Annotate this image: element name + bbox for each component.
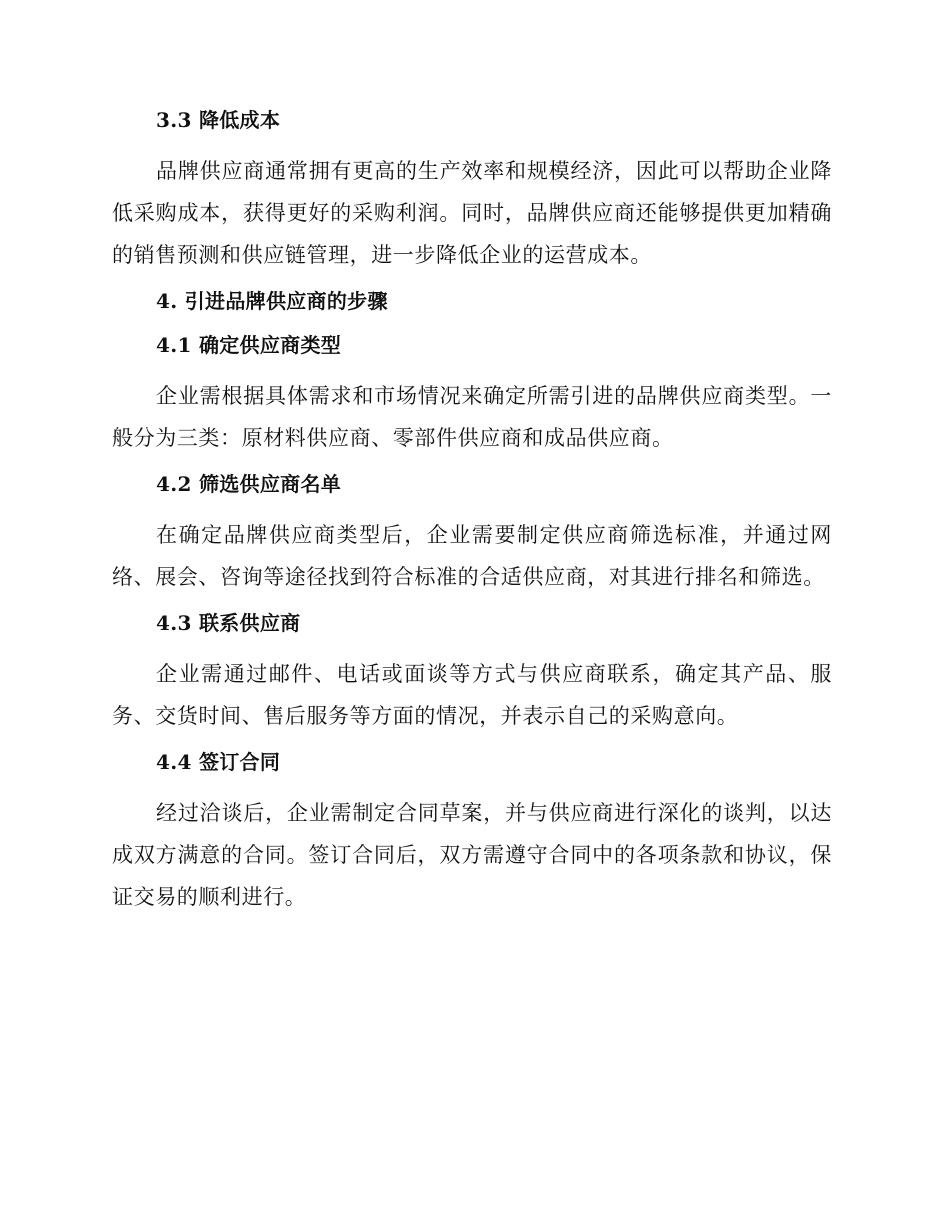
section-heading-4-4: 4.4 签订合同	[156, 750, 281, 774]
section-heading-4-2: 4.2 筛选供应商名单	[156, 472, 342, 496]
section-paragraph-3-3: 品牌供应商通常拥有更高的生产效率和规模经济，因此可以帮助企业降低采购成本，获得更好的采购利润。同时，品牌供应商还能够提供更加精确的销售预测和供应链管理，进一步降低企业的运营成本。	[112, 159, 832, 267]
section-heading-4-1: 4.1 确定供应商类型	[156, 333, 342, 357]
section-heading-3-3: 3.3 降低成本	[156, 108, 281, 132]
section-heading-4: 4. 引进品牌供应商的步骤	[156, 289, 388, 313]
section-paragraph-4-2: 在确定品牌供应商类型后，企业需要制定供应商筛选标准，并通过网络、展会、咨询等途径找到符合标准的合适供应商，对其进行排名和筛选。	[112, 523, 832, 589]
section-paragraph-4-4: 经过洽谈后，企业需制定合同草案，并与供应商进行深化的谈判，以达成双方满意的合同。签订合同后，双方需遵守合同中的各项条款和协议，保证交易的顺利进行。	[112, 801, 832, 909]
section-paragraph-4-3: 企业需通过邮件、电话或面谈等方式与供应商联系，确定其产品、服务、交货时间、售后服务等方面的情况，并表示自己的采购意向。	[112, 662, 832, 728]
document-body	[112, 106, 832, 929]
section-paragraph-4-1: 企业需根据具体需求和市场情况来确定所需引进的品牌供应商类型。一般分为三类：原材料供应商、零部件供应商和成品供应商。	[112, 384, 832, 450]
section-heading-4-3: 4.3 联系供应商	[156, 611, 301, 635]
